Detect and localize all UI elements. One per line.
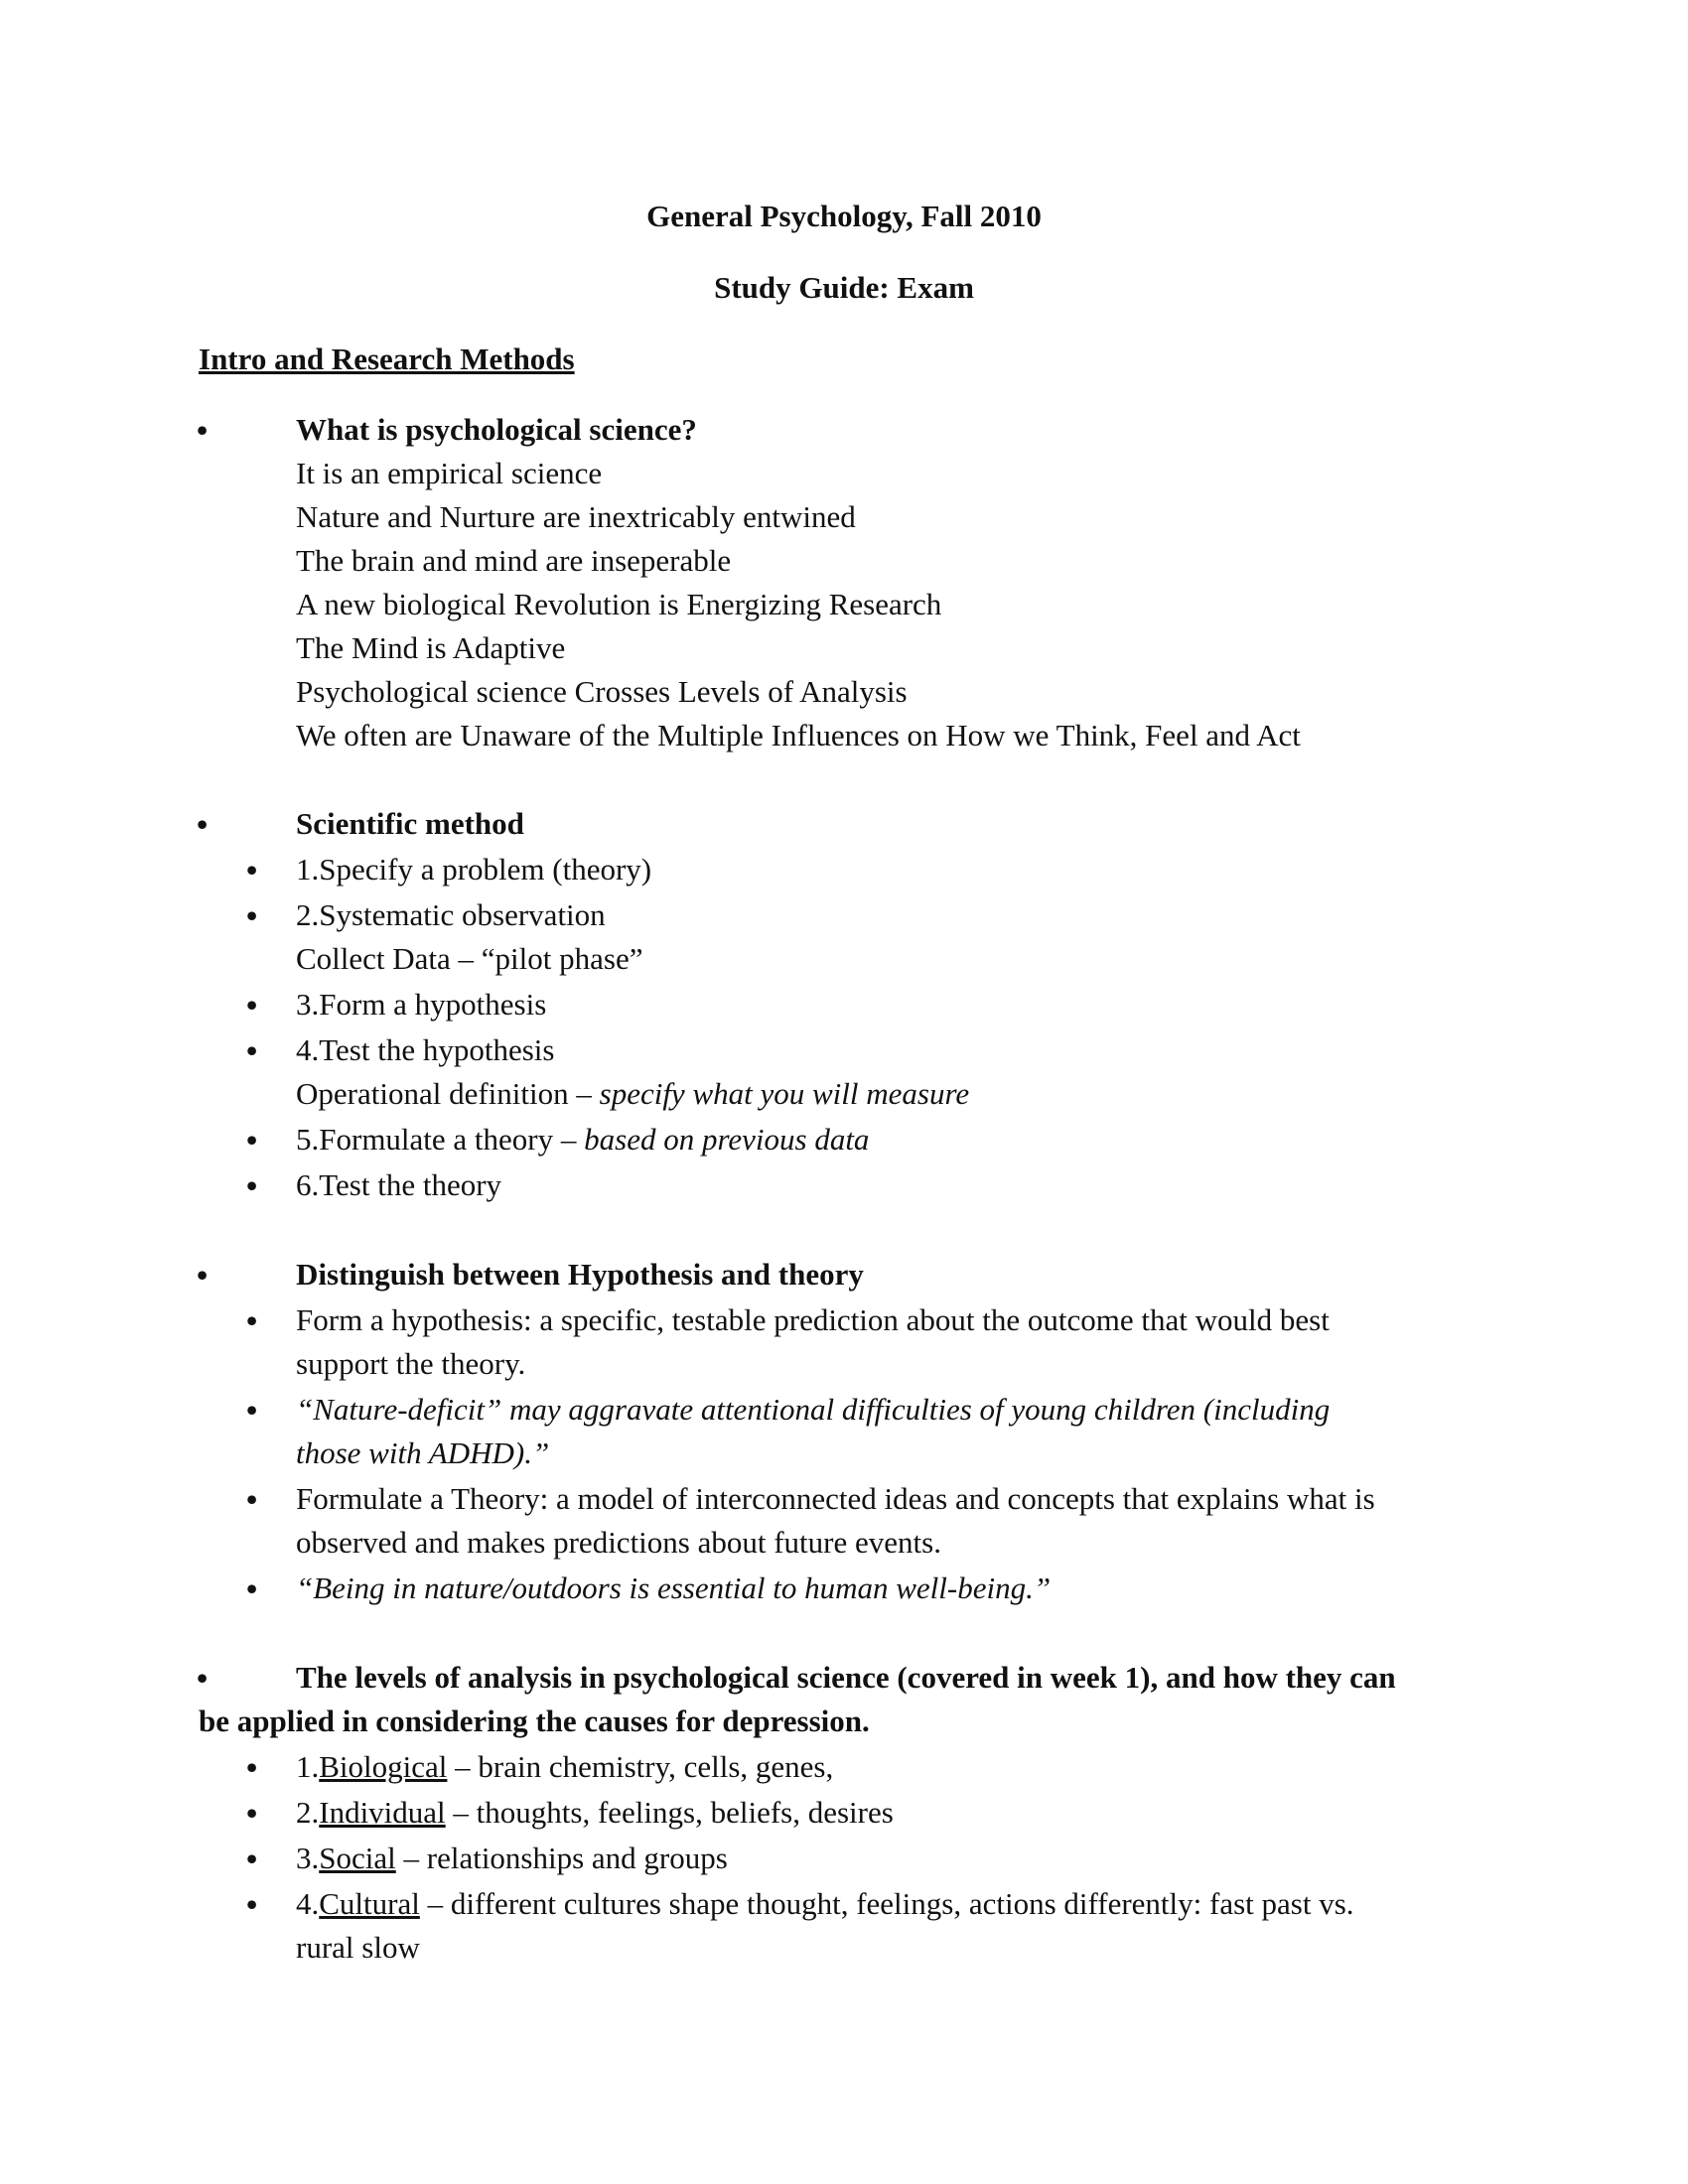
level-description: – thoughts, feelings, beliefs, desires bbox=[445, 1795, 894, 1830]
list-item: Form a hypothesis: a specific, testable prediction about the outcome that would best bbox=[296, 1302, 1330, 1337]
list-item: The Mind is Adaptive bbox=[296, 630, 566, 665]
list-item bbox=[296, 1837, 728, 1880]
list-item-note: Collect Data – “pilot phase” bbox=[296, 941, 643, 976]
level-name: Individual bbox=[319, 1795, 446, 1830]
list-item-continued: those with ADHD).” bbox=[296, 1435, 550, 1470]
question-title-continued: be applied in considering the causes for depression. bbox=[199, 1704, 870, 1738]
level-number: 2. bbox=[296, 1795, 320, 1830]
list-item: Nature and Nurture are inextricably entwined bbox=[296, 499, 856, 534]
document-title: General Psychology, Fall 2010 bbox=[646, 199, 1042, 233]
list-item: The brain and mind are inseperable bbox=[296, 543, 732, 578]
level-name: Cultural bbox=[319, 1886, 420, 1921]
bullet: • bbox=[197, 1257, 209, 1293]
bullet: • bbox=[246, 987, 258, 1023]
item-italic-text: based on previous data bbox=[584, 1122, 870, 1157]
list-item bbox=[296, 1791, 894, 1835]
bullet: • bbox=[246, 1302, 258, 1338]
list-item-continued: support the theory. bbox=[296, 1346, 526, 1381]
bullet: • bbox=[246, 1841, 258, 1876]
level-name: Biological bbox=[319, 1749, 448, 1784]
bullet: • bbox=[246, 897, 258, 933]
list-item: “Being in nature/outdoors is essential to human well-being.” bbox=[296, 1570, 1052, 1605]
question-title: What is psychological science? bbox=[296, 412, 697, 447]
bullet: • bbox=[246, 1032, 258, 1068]
list-item: 6.Test the theory bbox=[296, 1167, 502, 1202]
note-italic-text: specify what you will measure bbox=[599, 1076, 970, 1111]
section-heading: Intro and Research Methods bbox=[199, 341, 575, 376]
list-item: “Nature-deficit” may aggravate attentional difficulties of young children (including bbox=[296, 1392, 1331, 1427]
level-name: Social bbox=[319, 1841, 396, 1875]
list-item: Formulate a Theory: a model of interconnected ideas and concepts that explains what is bbox=[296, 1481, 1375, 1516]
bullet: • bbox=[246, 1749, 258, 1785]
bullet: • bbox=[246, 1392, 258, 1428]
level-description: – relationships and groups bbox=[395, 1841, 728, 1875]
list-item: 3.Form a hypothesis bbox=[296, 987, 547, 1022]
list-item: 4.Test the hypothesis bbox=[296, 1032, 555, 1067]
list-item bbox=[296, 1118, 869, 1161]
bullet: • bbox=[246, 1122, 258, 1158]
question-title: Distinguish between Hypothesis and theory bbox=[296, 1257, 864, 1292]
bullet: • bbox=[246, 1795, 258, 1831]
item-text: 5.Formulate a theory – bbox=[296, 1122, 585, 1157]
level-description: – different cultures shape thought, feelings, actions differently: fast past vs. bbox=[419, 1886, 1354, 1921]
note-text: Operational definition – bbox=[296, 1076, 600, 1111]
document-subtitle: Study Guide: Exam bbox=[714, 270, 974, 305]
level-number: 1. bbox=[296, 1749, 320, 1784]
bullet: • bbox=[246, 1167, 258, 1203]
list-item-note bbox=[296, 1072, 969, 1116]
question-title: Scientific method bbox=[296, 806, 524, 841]
bullet: • bbox=[197, 806, 209, 842]
list-item: We often are Unaware of the Multiple Influences on How we Think, Feel and Act bbox=[296, 718, 1301, 752]
question-title: The levels of analysis in psychological science (covered in week 1), and how they can bbox=[296, 1660, 1396, 1695]
list-item: 1.Specify a problem (theory) bbox=[296, 852, 652, 887]
bullet: • bbox=[246, 852, 258, 887]
list-item-continued: observed and makes predictions about future events. bbox=[296, 1525, 941, 1560]
bullet: • bbox=[197, 412, 209, 448]
bullet: • bbox=[246, 1886, 258, 1922]
level-description: – brain chemistry, cells, genes, bbox=[447, 1749, 834, 1784]
list-item: A new biological Revolution is Energizing Research bbox=[296, 587, 942, 621]
list-item-continued: rural slow bbox=[296, 1930, 420, 1965]
list-item bbox=[296, 1745, 833, 1789]
list-item: It is an empirical science bbox=[296, 456, 603, 490]
list-item: Psychological science Crosses Levels of Analysis bbox=[296, 674, 908, 709]
list-item bbox=[296, 1882, 1354, 1926]
level-number: 3. bbox=[296, 1841, 320, 1875]
list-item: 2.Systematic observation bbox=[296, 897, 606, 932]
level-number: 4. bbox=[296, 1886, 320, 1921]
bullet: • bbox=[197, 1660, 209, 1696]
bullet: • bbox=[246, 1570, 258, 1606]
bullet: • bbox=[246, 1481, 258, 1517]
